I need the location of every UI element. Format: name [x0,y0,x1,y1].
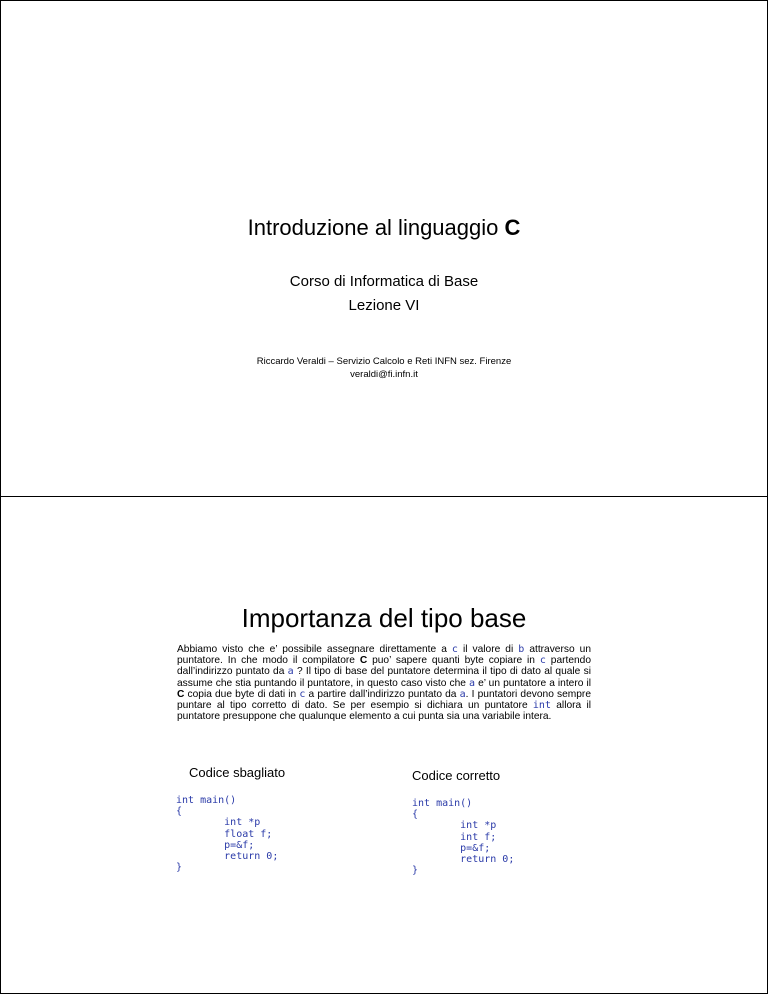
paragraph-text: partendo dall’indirizzo puntato da [177,655,592,678]
bold-text: C [359,655,368,667]
inline-code: int [532,700,551,712]
course-name: Corso di Informatica di Base [289,273,479,290]
paragraph-text: puo’ sapere quanti byte copiare in [367,655,540,667]
body-paragraph [177,644,591,722]
slide-2 [0,496,768,994]
slide-title: Importanza del tipo base [241,603,527,633]
paragraph-text: e’ un puntatore a intero il [475,677,591,689]
paragraph-text: allora il puntatore presuppone che qualunque elemento a cui punta sia una variabile intera. [177,700,591,723]
inline-code: a [468,677,475,689]
inline-code: c [539,655,546,667]
title-text: Introduzione al linguaggio [247,215,505,240]
paragraph-text: a partire dall’indirizzo puntato da [305,688,460,700]
paragraph-text: il valore di [457,644,519,655]
paragraph-text: ? Il tipo di base del puntatore determina il tipo di dato al quale si assume che stia puntando il puntatore, in questo caso visto che [177,666,591,689]
paragraph-text: Abbiamo visto che e’ possibile assegnare direttamente a [177,644,452,655]
title-bold-c: C [504,215,521,240]
paragraph-text: copia due byte di dati in [184,688,300,700]
correct-code-label: Codice corretto [412,768,501,783]
inline-code: c [299,688,306,700]
wrong-code-block: int main() { int *p float f; p=&f; return 0; } [176,795,279,874]
wrong-code-label: Codice sbagliato [189,765,286,780]
inline-code: a [459,688,466,700]
paragraph-text: attraverso un puntatore. In che modo il compilatore [177,644,591,667]
inline-code: b [518,644,525,655]
correct-code-block: int main() { int *p int f; p=&f; return 0; } [412,798,515,877]
slide-title [1,215,767,241]
inline-code: c [451,644,458,655]
author-email: veraldi@fi.infn.it [350,369,418,380]
bold-text: C [177,688,185,700]
lesson-number: Lezione VI [348,297,420,314]
author-line: Riccardo Veraldi – Servizio Calcolo e Reti INFN sez. Firenze [256,356,512,367]
inline-code: a [287,666,294,678]
paragraph-text: . I puntatori devono sempre puntare al tipo corretto di dato. Se per esempio si dichiara un puntatore [177,688,591,712]
